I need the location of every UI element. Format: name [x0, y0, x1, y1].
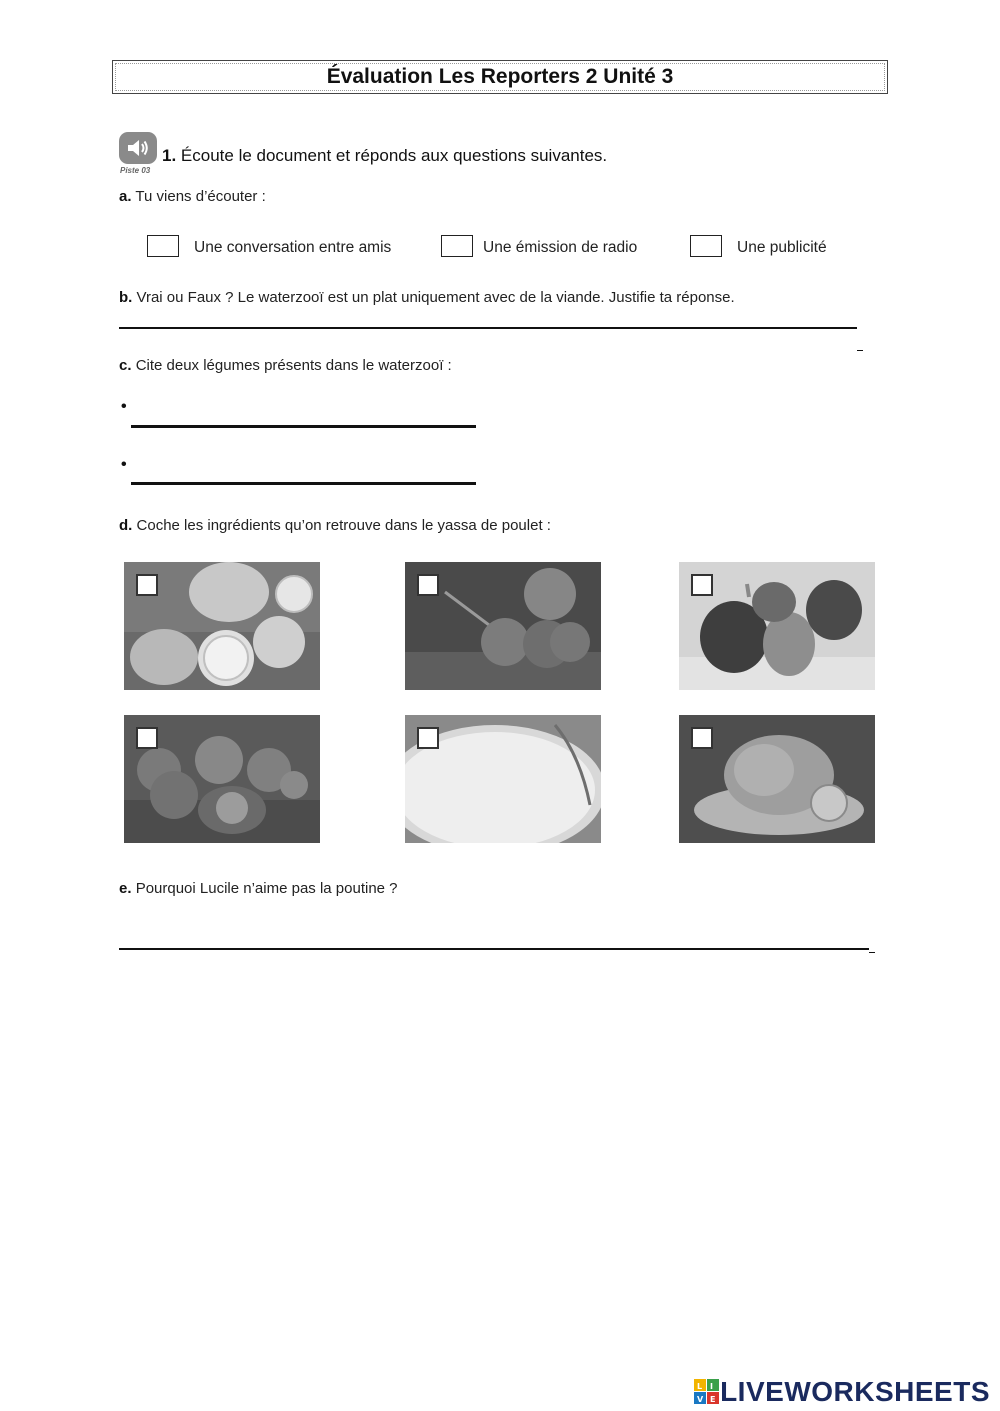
photo-onions [405, 562, 601, 690]
question-e-letter: e. [119, 880, 132, 897]
question-b [119, 289, 735, 306]
svg-text:V: V [697, 1395, 704, 1404]
svg-text:E: E [710, 1395, 716, 1404]
option-label-advert: Une publicité [737, 239, 827, 256]
question-e [119, 880, 398, 897]
ingredient-checkbox-chicken[interactable] [691, 727, 713, 749]
question-b-letter: b. [119, 289, 133, 306]
photo-tomatoes [124, 715, 320, 843]
option-label-radio: Une émission de radio [483, 239, 638, 256]
question-c-letter: c. [119, 357, 132, 374]
question-d-letter: d. [119, 517, 133, 534]
line-mark [857, 350, 863, 351]
question-b-text: Vrai ou Faux ? Le waterzooï est un plat uniquement avec de la viande. Justifie ta réponse. [136, 289, 735, 306]
answer-line-e[interactable] [119, 948, 869, 950]
answer-line-c2[interactable] [131, 482, 476, 485]
question-d [119, 517, 551, 534]
bullet-2: • [121, 456, 127, 473]
liveworksheets-mark-icon [694, 1379, 720, 1405]
photo-peppers [679, 562, 875, 690]
audio-play-button[interactable] [119, 132, 157, 164]
photo-rice [405, 715, 601, 843]
question-c-text: Cite deux légumes présents dans le waterzooï : [135, 357, 452, 374]
option-label-conversation: Une conversation entre amis [194, 239, 392, 256]
page-title: Évaluation Les Reporters 2 Unité 3 [326, 65, 674, 88]
question-d-text: Coche les ingrédients qu’on retrouve dans le yassa de poulet : [136, 517, 551, 534]
liveworksheets-logo [694, 1376, 990, 1408]
answer-line-c1[interactable] [131, 425, 476, 428]
exercise-instruction [162, 146, 607, 166]
svg-text:I: I [710, 1382, 714, 1391]
ingredient-checkbox-onions[interactable] [417, 574, 439, 596]
line-mark-e [869, 952, 875, 953]
ingredient-checkbox-peppers[interactable] [691, 574, 713, 596]
question-e-text: Pourquoi Lucile n’aime pas la poutine ? [135, 880, 398, 897]
option-checkbox-advert[interactable] [690, 235, 722, 257]
track-label: Piste 03 [120, 166, 151, 175]
exercise-number: 1. [162, 146, 177, 165]
exercise-text: Écoute le document et réponds aux questions suivantes. [180, 146, 608, 165]
photo-chicken [679, 715, 875, 843]
photo-lemons [124, 562, 320, 690]
option-checkbox-conversation[interactable] [147, 235, 179, 257]
question-a [119, 188, 266, 205]
title-box [112, 60, 888, 94]
question-a-text: Tu viens d’écouter : [135, 188, 266, 205]
bullet-1: • [121, 398, 127, 415]
ingredient-checkbox-rice[interactable] [417, 727, 439, 749]
question-c [119, 357, 452, 374]
option-checkbox-radio[interactable] [441, 235, 473, 257]
ingredient-checkbox-tomatoes[interactable] [136, 727, 158, 749]
brand-name: LIVEWORKSHEETS [720, 1376, 990, 1407]
speaker-icon [125, 137, 151, 159]
answer-line-b[interactable] [119, 327, 857, 329]
svg-text:L: L [697, 1382, 703, 1391]
question-a-letter: a. [119, 188, 132, 205]
ingredient-checkbox-lemons[interactable] [136, 574, 158, 596]
